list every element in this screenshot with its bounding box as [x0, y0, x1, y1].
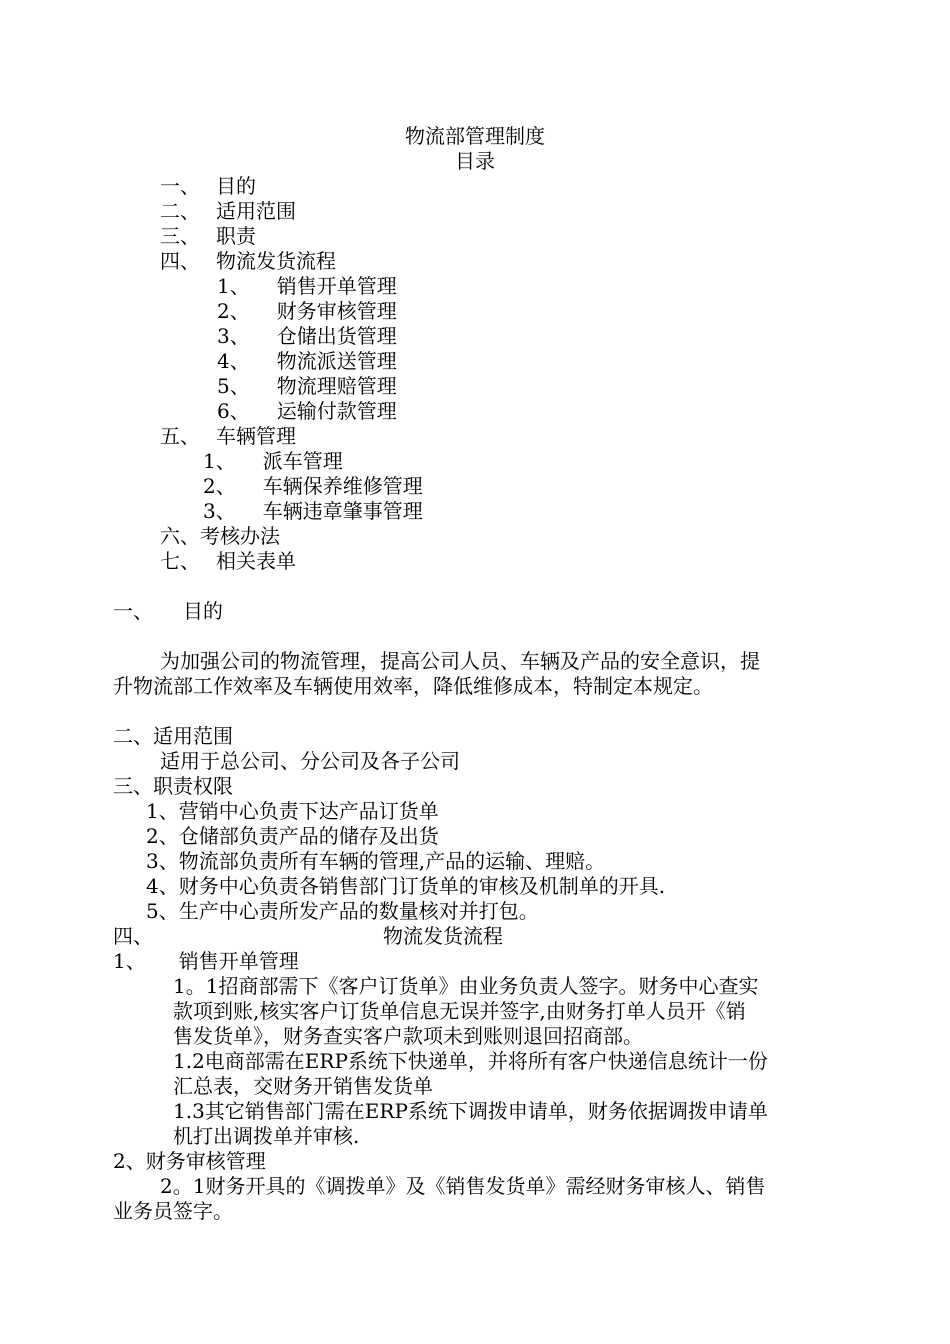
- toc-subitem: [217, 374, 397, 399]
- toc-item: [160, 524, 280, 549]
- section-title: 物流发货流程: [383, 924, 503, 948]
- toc-item: [160, 549, 296, 574]
- toc-item-num: 七、: [160, 549, 200, 573]
- toc-subitem-label: 车辆违章肇事管理: [262, 499, 423, 523]
- toc-item: [160, 199, 296, 224]
- toc-subitem-label: 派车管理: [262, 449, 343, 473]
- toc-item: [160, 249, 336, 274]
- section-num: 四、: [113, 924, 153, 948]
- list-item: 2、仓储部负责产品的储存及出货: [146, 824, 439, 848]
- paragraph-line: 为加强公司的物流管理，提高公司人员、车辆及产品的安全意识，提: [160, 649, 760, 673]
- section-heading: 三、职责权限: [113, 774, 233, 798]
- list-item: 4、财务中心负责各销售部门订货单的审核及机制单的开具.: [146, 874, 666, 898]
- toc-subitem-num: 4、: [217, 349, 250, 373]
- paragraph-line: 1。1招商部需下《客户订货单》由业务负责人签字。财务中心查实: [173, 974, 759, 998]
- toc-item-num: 三、: [160, 224, 200, 248]
- toc-item-label: 目的: [216, 174, 256, 198]
- toc-item-num: 五、: [160, 424, 200, 448]
- toc-item: [160, 424, 296, 449]
- section-heading: 二、适用范围: [113, 724, 233, 748]
- toc-subitem-num: 5、: [217, 374, 250, 398]
- paragraph-line: 机打出调拨单并审核.: [173, 1124, 360, 1148]
- toc-item-num: 六、考核办法: [160, 524, 280, 548]
- toc-subitem: [217, 324, 397, 349]
- toc-subitem-num: 6、: [217, 399, 250, 423]
- toc-subitem: [217, 349, 397, 374]
- paragraph-line: 1.2电商部需在ERP系统下快递单，并将所有客户快递信息统计一份: [173, 1049, 768, 1073]
- toc-subitem-label: 车辆保养维修管理: [262, 474, 423, 498]
- paragraph-line: 升物流部工作效率及车辆使用效率，降低维修成本，特制定本规定。: [113, 674, 713, 698]
- paragraph-line: 适用于总公司、分公司及各子公司: [160, 749, 460, 773]
- document-title: 物流部管理制度: [405, 124, 545, 148]
- toc-subitem-num: 2、: [217, 299, 250, 323]
- paragraph-line: 2。1财务开具的《调拨单》及《销售发货单》需经财务审核人、销售: [160, 1174, 766, 1198]
- toc-subitem-num: 3、: [217, 324, 250, 348]
- subsection-heading: [113, 949, 299, 974]
- subsection-title: 销售开单管理: [178, 949, 299, 973]
- toc-item-num: 二、: [160, 199, 200, 223]
- paragraph-line: 汇总表，交财务开销售发货单: [173, 1074, 433, 1098]
- toc-subitem-num: 1、: [203, 449, 236, 473]
- toc-item: [160, 224, 256, 249]
- toc-item-label: 职责: [216, 224, 256, 248]
- toc-item-label: 车辆管理: [216, 424, 296, 448]
- toc-subitem: [217, 399, 397, 424]
- paragraph-line: 款项到账,核实客户订货单信息无误并签字,由财务打单人员开《销: [173, 999, 746, 1023]
- toc-subitem-num: 1、: [217, 274, 250, 298]
- toc-subitem: [217, 274, 397, 299]
- list-item: 5、生产中心责所发产品的数量核对并打包。: [146, 899, 539, 923]
- toc-subitem-label: 销售开单管理: [276, 274, 397, 298]
- toc-item-label: 适用范围: [216, 199, 296, 223]
- toc-subitem: [203, 474, 423, 499]
- toc-subitem: [203, 499, 423, 524]
- list-item: 3、物流部负责所有车辆的管理,产品的运输、理赔。: [146, 849, 606, 873]
- toc-heading: 目录: [455, 149, 495, 173]
- toc-item-label: 相关表单: [216, 549, 296, 573]
- paragraph-line: 1.3其它销售部门需在ERP系统下调拨申请单，财务依据调拨申请单: [173, 1099, 768, 1123]
- section-num: 一、: [113, 599, 153, 623]
- paragraph-line: 售发货单》，财务查实客户款项未到账则退回招商部。: [173, 1024, 643, 1048]
- paragraph-line: 业务员签字。: [113, 1199, 233, 1223]
- toc-subitem-label: 物流理赔管理: [276, 374, 397, 398]
- list-item: 1、营销中心负责下达产品订货单: [146, 799, 439, 823]
- toc-subitem: [203, 449, 343, 474]
- toc-subitem-num: 2、: [203, 474, 236, 498]
- toc-subitem-label: 运输付款管理: [276, 399, 397, 423]
- toc-subitem-label: 仓储出货管理: [276, 324, 397, 348]
- section-heading: [113, 599, 223, 624]
- subsection-num: 1、: [113, 949, 146, 973]
- toc-item-label: 物流发货流程: [216, 249, 336, 273]
- toc-item-num: 一、: [160, 174, 200, 198]
- toc-item: [160, 174, 256, 199]
- toc-subitem-label: 物流派送管理: [276, 349, 397, 373]
- toc-subitem: [217, 299, 397, 324]
- toc-item-num: 四、: [160, 249, 200, 273]
- toc-subitem-label: 财务审核管理: [276, 299, 397, 323]
- subsection-heading: 2、财务审核管理: [113, 1149, 266, 1173]
- section-title: 目的: [183, 599, 223, 623]
- toc-subitem-num: 3、: [203, 499, 236, 523]
